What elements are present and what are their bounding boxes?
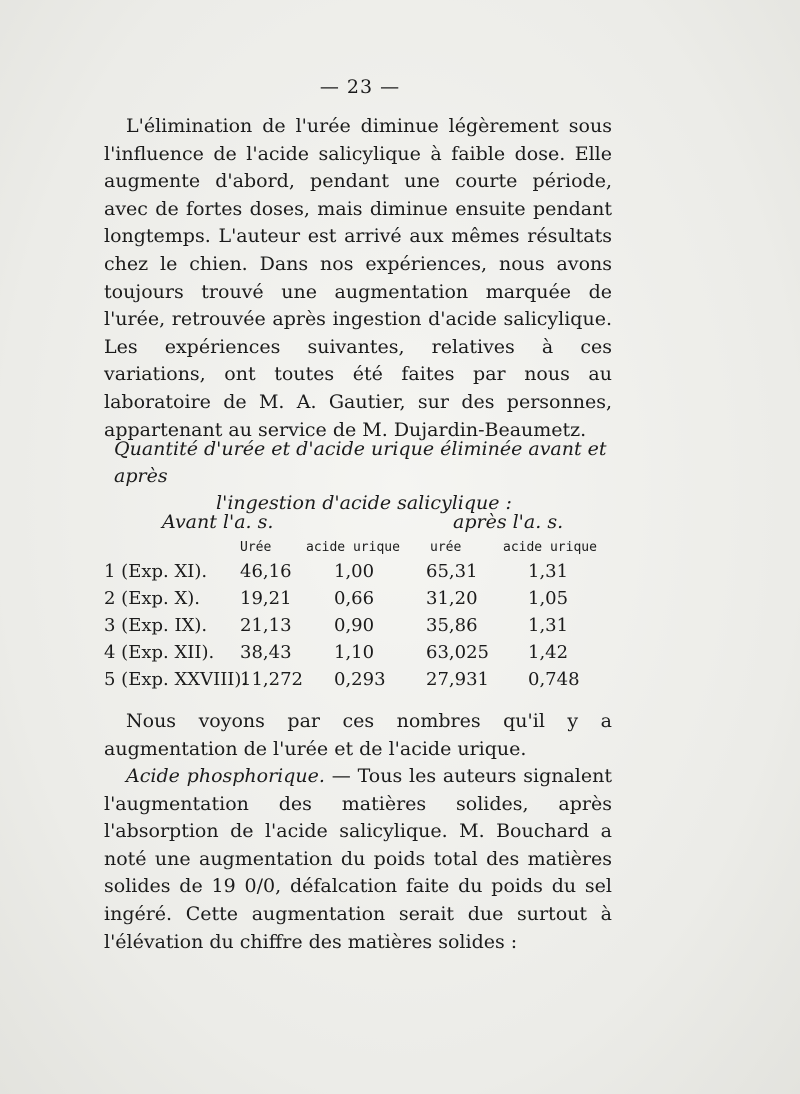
col-header-acide-after: acide urique bbox=[503, 540, 597, 555]
group-label-after: après l'a. s. bbox=[453, 511, 564, 533]
cell-acide-after: 1,31 bbox=[528, 561, 569, 582]
col-header-uree-after: urée bbox=[430, 540, 462, 555]
row-label: 1 (Exp. XI). bbox=[104, 561, 208, 582]
col-header-acide-before: acide urique bbox=[306, 540, 400, 555]
conclusion-text: Nous voyons par ces nombres qu'il y a augmentation de l'urée et de l'acide urique. bbox=[104, 710, 612, 760]
cell-uree-after: 27,931 bbox=[426, 669, 489, 690]
cell-uree-before: 21,13 bbox=[240, 615, 292, 636]
cell-uree-before: 46,16 bbox=[240, 561, 292, 582]
table-row bbox=[104, 669, 624, 696]
cell-uree-after: 65,31 bbox=[426, 561, 478, 582]
cell-uree-before: 38,43 bbox=[240, 642, 292, 663]
table-heading-line2: l'ingestion d'acide salicylique : bbox=[216, 492, 512, 514]
row-label: 2 (Exp. X). bbox=[104, 588, 201, 609]
table-row bbox=[104, 561, 624, 588]
row-label: 4 (Exp. XII). bbox=[104, 642, 215, 663]
conclusion-paragraph bbox=[104, 708, 612, 763]
row-label: 5 (Exp. XXVIII). bbox=[104, 669, 248, 690]
acide-lead: Acide phosphorique. bbox=[126, 765, 325, 787]
group-label-before: Avant l'a. s. bbox=[162, 511, 274, 533]
cell-acide-after: 0,748 bbox=[528, 669, 580, 690]
table-row bbox=[104, 588, 624, 615]
col-header-uree-before: Urée bbox=[240, 540, 272, 555]
row-label: 3 (Exp. IX). bbox=[104, 615, 208, 636]
cell-acide-before: 1,10 bbox=[334, 642, 375, 663]
table-row bbox=[104, 615, 624, 642]
table-heading-line1: Quantité d'urée et d'acide urique éliminée avant et après bbox=[114, 438, 607, 487]
cell-uree-before: 19,21 bbox=[240, 588, 292, 609]
cell-uree-before: 11,272 bbox=[240, 669, 303, 690]
cell-uree-after: 35,86 bbox=[426, 615, 478, 636]
cell-acide-after: 1,05 bbox=[528, 588, 569, 609]
cell-acide-after: 1,31 bbox=[528, 615, 569, 636]
cell-acide-before: 0,293 bbox=[334, 669, 386, 690]
table-row bbox=[104, 642, 624, 669]
acide-phosphorique-paragraph bbox=[104, 763, 612, 956]
cell-acide-before: 0,66 bbox=[334, 588, 375, 609]
cell-acide-after: 1,42 bbox=[528, 642, 569, 663]
cell-uree-after: 31,20 bbox=[426, 588, 478, 609]
cell-uree-after: 63,025 bbox=[426, 642, 489, 663]
table-heading bbox=[104, 436, 624, 517]
acide-text bbox=[104, 763, 612, 956]
cell-acide-before: 0,90 bbox=[334, 615, 375, 636]
acide-body: — Tous les auteurs signalent l'augmentation des matières solides, après l'absorption de l'acide salicylique. M. Bouchard a noté une augmentation du poids total des matières solides de 19 0/0, défalcation faite du poids du sel ingéré. Cette augmentation serait due surtout à l'élévation du chiffre des matières solides : bbox=[104, 765, 612, 953]
cell-acide-before: 1,00 bbox=[334, 561, 375, 582]
intro-text: L'élimination de l'urée diminue légèrement sous l'influence de l'acide salicylique à faible dose. Elle augmente d'abord, pendant une courte période, avec de fortes doses, mais diminue ensuite pendant longtemps. L'auteur est arrivé aux mêmes résultats chez le chien. Dans nos expériences, nous avons toujours trouvé une augmentation marquée de l'urée, retrouvée après ingestion d'acide salicylique. Les expériences suivantes, relatives à ces variations, ont toutes été faites par nous au laboratoire de M. A. Gautier, sur des personnes, appartenant au service de M. Dujardin-Beaumetz. bbox=[104, 115, 612, 441]
intro-paragraph bbox=[104, 113, 612, 444]
page-number: — 23 — bbox=[319, 76, 401, 98]
data-table bbox=[104, 561, 624, 696]
